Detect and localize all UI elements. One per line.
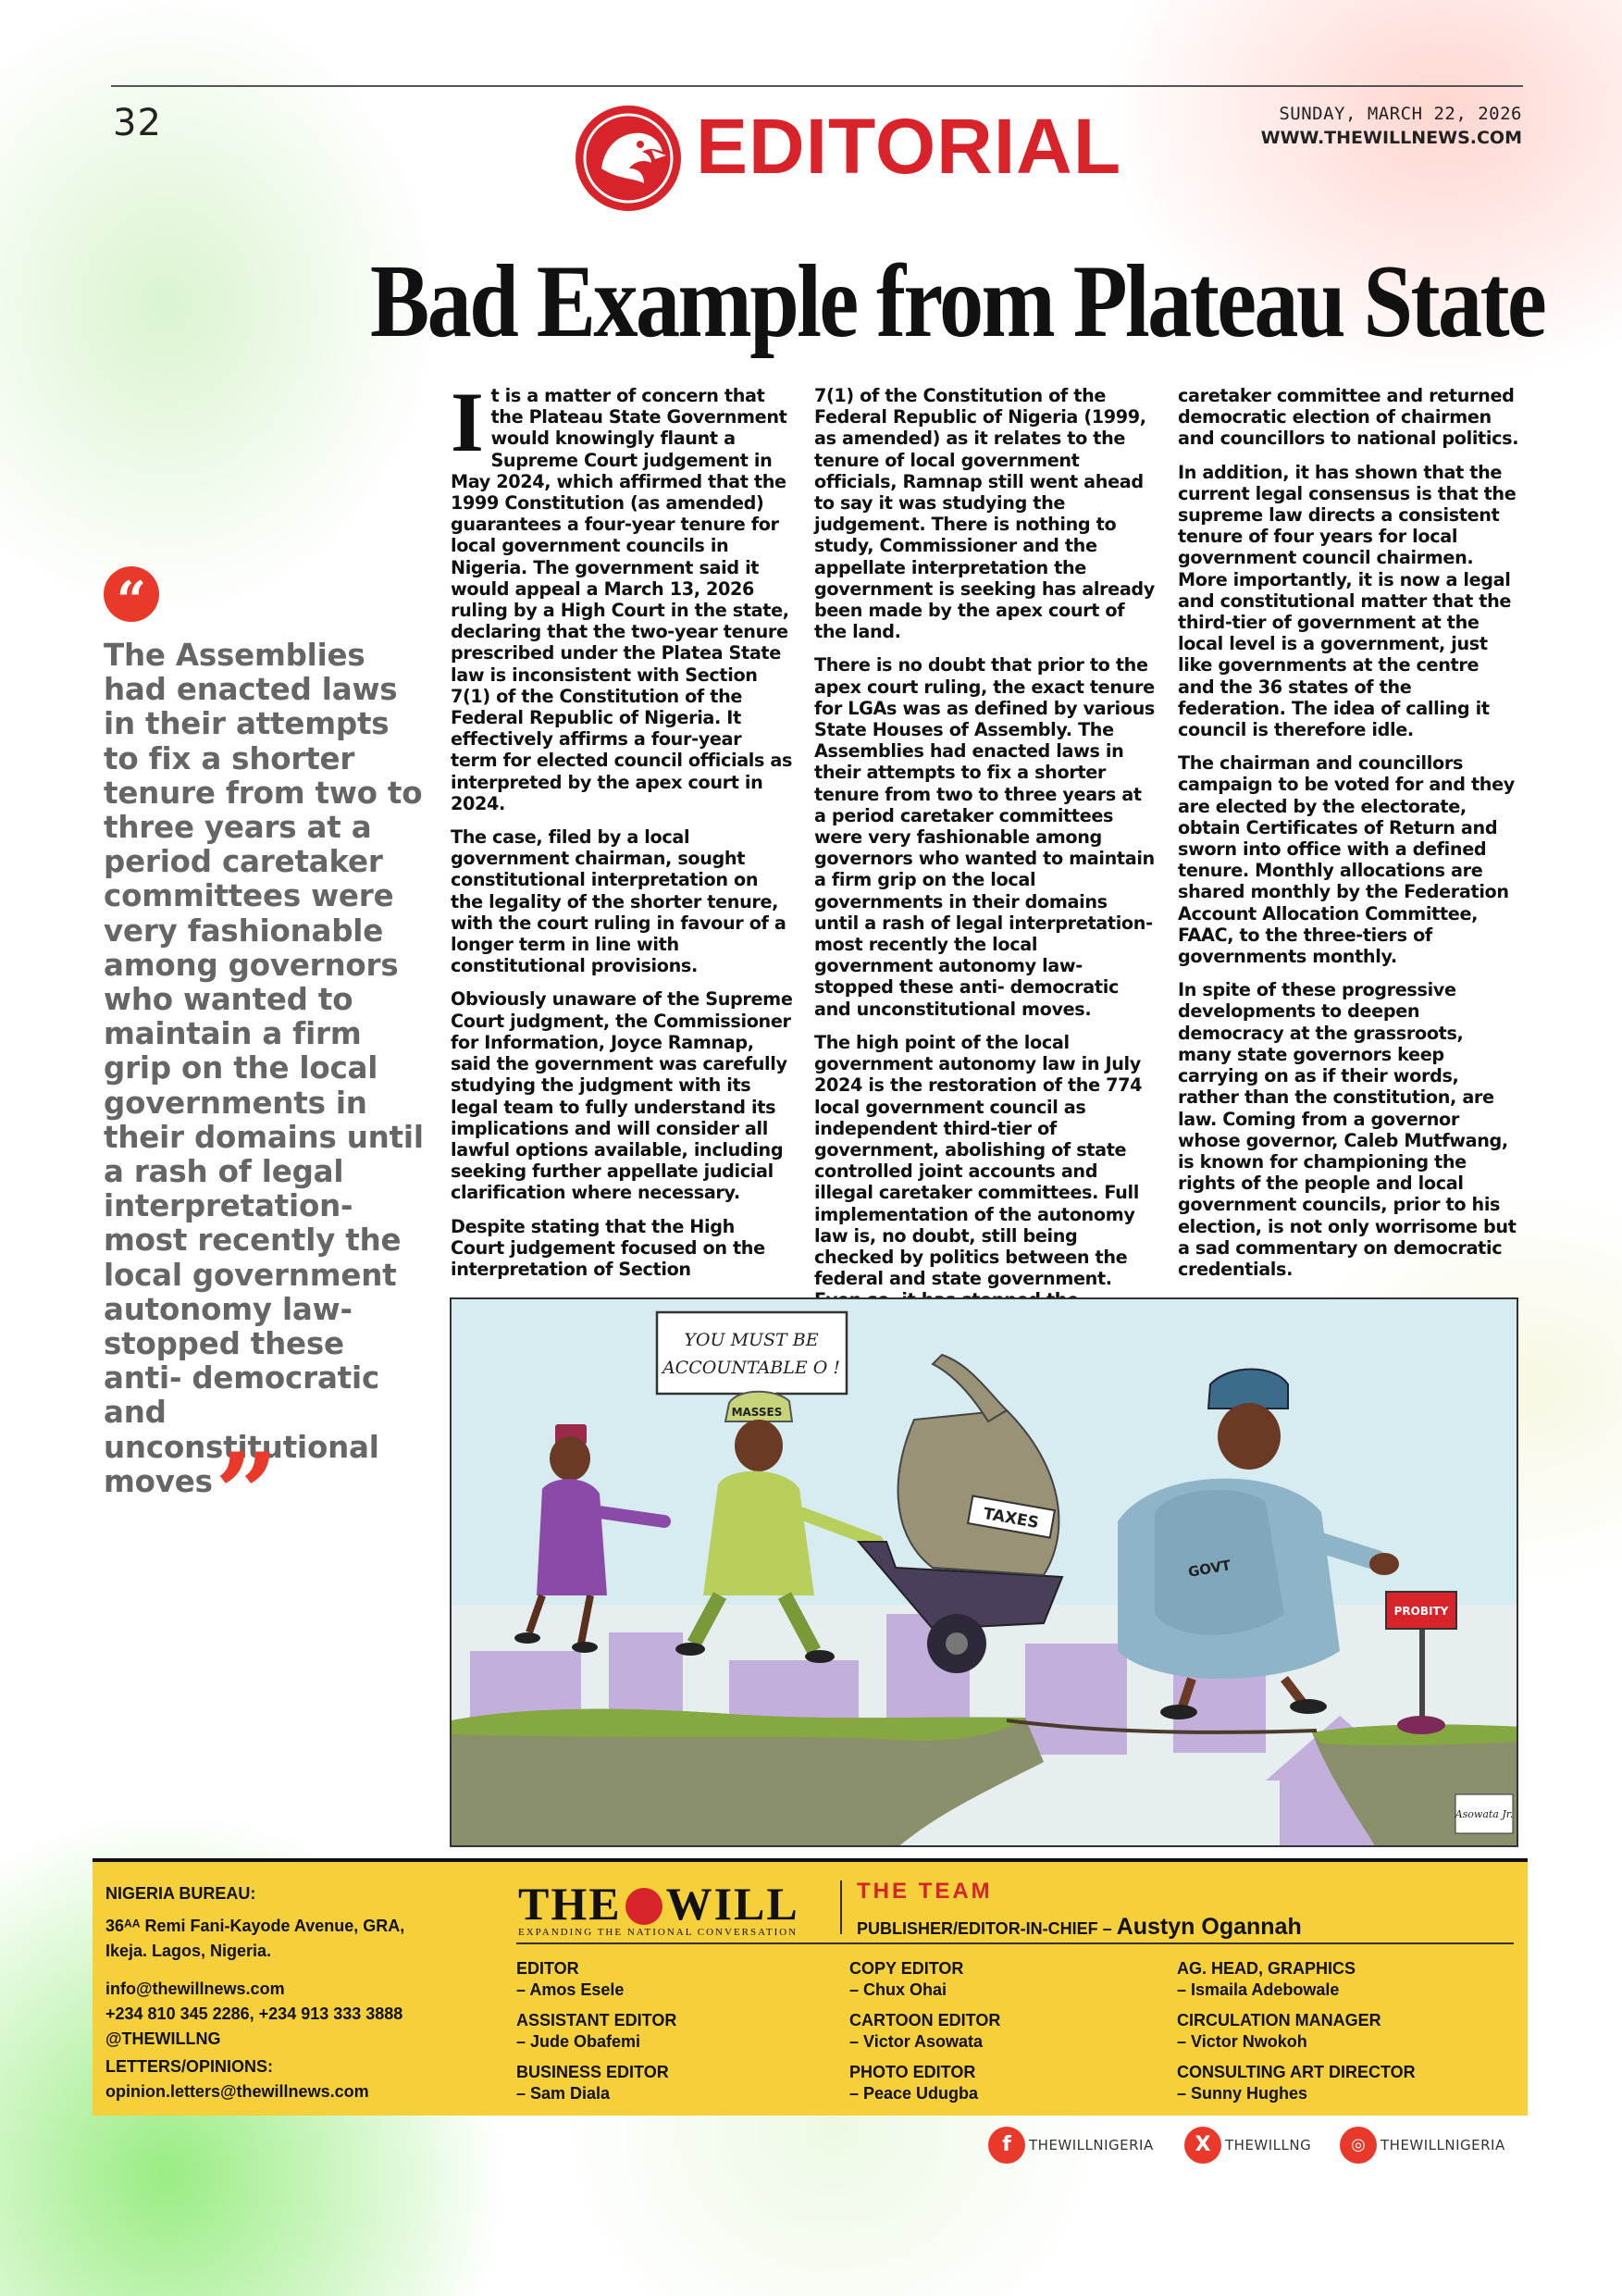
contact-handle[interactable]: @THEWILLNG	[105, 2029, 221, 2048]
thewill-logo: THE WILL EXPANDING THE NATIONAL CONVERSATION	[518, 1877, 833, 1938]
pull-quote: The Assemblies had enacted laws in their attempts to fix a shorter tenure from two to three years at a period caretaker committees were very fashionable among governors who wanted to maintain a firm grip on the local governments in their domains until a rash of legal interpretation- most recently the local government autonomy law- stopped these anti- democratic and unconstitutional moves	[104, 638, 424, 1499]
divider	[840, 1880, 842, 1934]
article-paragraph: The case, filed by a local government chairman, sought constitutional interpretation on the legality of the shorter tenure, with the court ruling in favour of a longer term in line with constitutional provisions.	[451, 826, 786, 977]
article-paragraph: There is no doubt that prior to the apex court ruling, the exact tenure for LGAs was as defined by various State Houses of Assembly. The Assemblies had enacted laws in their attempts to fix a shorter tenure from two to three years at a period caretaker committees were very fashionable among governors who wanted to maintain a firm grip on the local governments in their domains until a rash of legal interpretation- most recently the local government autonomy law- stopped these anti- democratic and unconstitutional moves.	[814, 654, 1155, 1020]
article-paragraph: 7(1) of the Constitution of the Federal Republic of Nigeria (1999, as amended) as it relates to the tenure of local government officials, Ramnap still went ahead to say it was studying the judgement. There is nothing to study, Commissioner and the appellate interpretation the government is seeking has already been made by the apex court of the land.	[814, 385, 1155, 643]
staff-editor: EDITOR – Amos Esele	[516, 1959, 625, 1999]
eagle-logo-icon	[574, 104, 683, 213]
article-paragraph: In addition, it has shown that the current legal consensus is that the supreme law directs a consistent tenure of four years for local government council chairmen. More importantly, it is now a legal and constitutional matter that the third-tier of government at the local level is a government, just like governments at the centre and the 36 states of the federation. The idea of calling it council is therefore idle.	[1178, 461, 1517, 741]
contact-phones: +234 810 345 2286, +234 913 333 3888	[105, 2004, 403, 2023]
article-paragraph: The chairman and councillors campaign to be voted for and they are elected by the electorate, obtain Certificates of Return and sworn into office with a defined tenure. Monthly allocations are shared monthly by the Federation Account Allocation Committee, FAAC, to the three-tiers of governments monthly.	[1178, 752, 1515, 968]
staff-assistant-editor: ASSISTANT EDITOR – Jude Obafemi	[516, 2011, 677, 2051]
social-instagram[interactable]: ◎ THEWILLNIGERIA	[1340, 2127, 1505, 2164]
close-quote-icon: ”	[215, 1429, 279, 1559]
article-paragraph: In spite of these progressive developments to deepen democracy at the grassroots, many state governors keep carrying on as if their words, rather than the constitution, are law. Coming from a governor whose governor, Caleb Mutfwang, is known for championing the rights of the people and local government councils, prior to his election, is not only worrisome but a sad commentary on democratic credentials.	[1178, 979, 1517, 1280]
article-column-3	[1178, 385, 1520, 1292]
drop-cap: I	[451, 375, 484, 469]
publisher-line: PUBLISHER/EDITOR-IN-CHIEF – Austyn Ogannah	[857, 1914, 1302, 1940]
article-paragraph: The high point of the local government autonomy law in July 2024 is the restoration of the 774 local government council as independent third-tier of government, abolishing of state controlled joint accounts and illegal caretaker committees. Full implementation of the autonomy law is, no doubt, still being checked by politics between the federal and state government.	[814, 1031, 1143, 1290]
footer-masthead	[93, 1858, 1528, 2116]
page-number: 32	[113, 102, 162, 144]
headline: Bad Example from Plateau State	[370, 244, 1545, 359]
top-rule	[111, 85, 1523, 87]
speech-bubble-text-2: ACCOUNTABLE O !	[662, 1358, 841, 1378]
staff-circulation: CIRCULATION MANAGER – Victor Nwokoh	[1177, 2011, 1381, 2051]
bureau-contact	[105, 1977, 494, 2052]
open-quote-icon: “	[104, 566, 159, 622]
letters-title: LETTERS/OPINIONS:	[105, 2057, 274, 2076]
article-column-1	[451, 375, 793, 1292]
staff-cartoon-editor: CARTOON EDITOR – Victor Asowata	[849, 2011, 1001, 2051]
staff-copy-editor: COPY EDITOR – Chux Ohai	[849, 1959, 964, 1999]
letters-block	[105, 2054, 494, 2104]
robe-label: GOVT	[1186, 1557, 1232, 1581]
divider	[516, 1942, 1514, 1944]
editorial-cartoon	[450, 1297, 1518, 1847]
logo-tagline: EXPANDING THE NATIONAL CONVERSATION	[518, 1927, 799, 1938]
article-paragraph: Despite stating that the High Court judgement focused on the interpretation of Section	[451, 1215, 765, 1280]
cartoonist-signature: Asowata Jr.	[1455, 1808, 1514, 1820]
x-icon: X	[1184, 2127, 1221, 2164]
eagle-ball-icon	[625, 1888, 662, 1925]
article-column-2	[814, 385, 1157, 1323]
article-paragraph: It is a matter of concern that the Plateau State Government would knowingly flaunt a Supreme Court judgement in May 2024, which affirmed that the 1999 Constitution (as amended) guarantees a four-year tenure for local government councils in Nigeria. The government said it would appeal a March 13, 2026 ruling by a High Court in the state, declaring that the two-year tenure prescribed under the Platea State law is inconsistent with Section 7(1) of the Constitution of the Federal Republic of Nigeria. It effectively affirms a four-year term for elected council officials as interpreted by the apex court in 2024.	[451, 375, 793, 814]
facebook-icon: f	[988, 2127, 1025, 2164]
article-paragraph: Obviously unaware of the Supreme Court judgment, the Commissioner for Information, Joyce Ramnap, said the government was carefully studying the judgment with its legal team to fully understand its implications and will consider all lawful options available, including seeking further appellate judicial clarification where necessary.	[451, 988, 793, 1204]
bureau-title: NIGERIA BUREAU:	[105, 1884, 256, 1903]
publisher-name: Austyn Ogannah	[1116, 1914, 1302, 1940]
staff-graphics: AG. HEAD, GRAPHICS – Ismaila Adebowale	[1177, 1959, 1356, 1999]
speech-bubble-text-1: YOU MUST BE	[684, 1330, 819, 1350]
instagram-icon: ◎	[1340, 2127, 1377, 2164]
social-x[interactable]: X THEWILLNG	[1184, 2127, 1311, 2164]
bag-label: TAXES	[982, 1504, 1041, 1533]
section-title: EDITORIAL	[696, 103, 1122, 190]
bureau-address: 36ᴬᴬ Remi Fani-Kayode Avenue, GRA, Ikeja. Lagos, Nigeria.	[105, 1917, 405, 1960]
issue-date: SUNDAY, MARCH 22, 2026	[1279, 104, 1522, 124]
website-url[interactable]: WWW.THEWILLNEWS.COM	[1260, 128, 1522, 148]
sign-label: PROBITY	[1393, 1605, 1449, 1618]
team-title: THE TEAM	[857, 1879, 993, 1904]
social-facebook[interactable]: f THEWILLNIGERIA	[988, 2127, 1154, 2164]
article-paragraph: caretaker committee and returned democratic election of chairmen and councillors to national politics.	[1178, 385, 1519, 450]
cap-label: MASSES	[731, 1406, 783, 1419]
letters-email[interactable]: opinion.letters@thewillnews.com	[105, 2082, 369, 2101]
staff-art-director: CONSULTING ART DIRECTOR – Sunny Hughes	[1177, 2063, 1416, 2103]
staff-business-editor: BUSINESS EDITOR – Sam Diala	[516, 2063, 669, 2103]
staff-photo-editor: PHOTO EDITOR – Peace Udugba	[849, 2063, 979, 2103]
contact-email[interactable]: info@thewillnews.com	[105, 1980, 285, 1998]
